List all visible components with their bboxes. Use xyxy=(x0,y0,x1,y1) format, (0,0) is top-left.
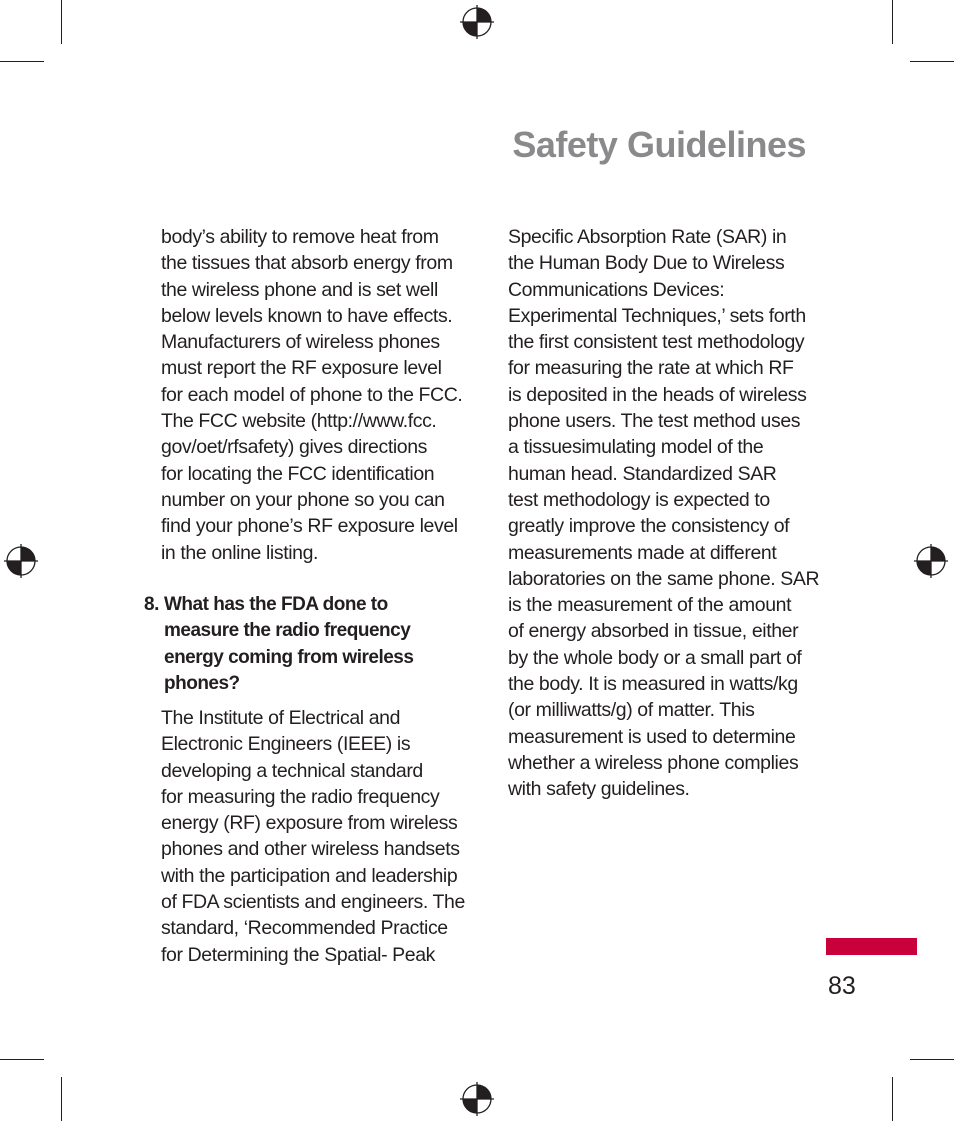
paragraph-line: find your phone’s RF exposure level xyxy=(161,515,458,538)
question-line: What has the FDA done to xyxy=(164,594,388,615)
registration-mark-icon xyxy=(914,544,948,578)
right-column-line: of energy absorbed in tissue, either xyxy=(508,620,799,643)
right-column-line: whether a wireless phone complies xyxy=(508,751,799,774)
answer-line: for measuring the radio frequency xyxy=(161,785,440,808)
page-number: 83 xyxy=(828,972,856,1000)
left-column-paragraph xyxy=(161,224,462,566)
paragraph-line: Manufacturers of wireless phones xyxy=(161,331,440,354)
crop-mark-bottom-right-horizontal xyxy=(910,1059,954,1060)
right-column-line: (or milliwatts/g) of matter. This xyxy=(508,699,755,722)
answer-paragraph xyxy=(161,705,465,968)
right-column-line: is deposited in the heads of wireless xyxy=(508,383,807,406)
page-accent-bar xyxy=(826,938,917,955)
paragraph-line: The FCC website (http://www.fcc. xyxy=(161,410,437,433)
registration-mark-icon xyxy=(460,5,494,39)
question-line: measure the radio frequency xyxy=(164,620,411,642)
right-column-line: the body. It is measured in watts/kg xyxy=(508,673,798,696)
crop-mark-top-left-vertical xyxy=(61,0,62,44)
crop-mark-bottom-left-horizontal xyxy=(0,1059,44,1060)
paragraph-line: gov/oet/rfsafety) gives directions xyxy=(161,436,428,459)
right-column-line: greatly improve the consistency of xyxy=(508,515,790,538)
right-column-line: with safety guidelines. xyxy=(508,778,690,801)
crop-mark-top-left-horizontal xyxy=(0,61,44,62)
right-column-line: measurements made at different xyxy=(508,541,777,564)
question-line: phones? xyxy=(164,672,240,694)
right-column-line: the Human Body Due to Wireless xyxy=(508,252,785,275)
answer-line: phones and other wireless handsets xyxy=(161,838,460,861)
answer-line: The Institute of Electrical and xyxy=(161,707,401,729)
answer-line: standard, ‘Recommended Practice xyxy=(161,917,448,940)
right-column-line: a tissuesimulating model of the xyxy=(508,436,764,459)
answer-line: of FDA scientists and engineers. The xyxy=(161,891,465,914)
paragraph-line: for each model of phone to the FCC. xyxy=(161,383,463,406)
right-column-line: Specific Absorption Rate (SAR) in xyxy=(508,226,787,248)
answer-line: Electronic Engineers (IEEE) is xyxy=(161,733,411,756)
right-column-line: measurement is used to determine xyxy=(508,725,796,748)
paragraph-line: number on your phone so you can xyxy=(161,488,445,511)
registration-mark-icon xyxy=(4,544,38,578)
question-number: 8. xyxy=(144,594,159,615)
registration-mark-icon xyxy=(460,1082,494,1116)
right-column-line: test methodology is expected to xyxy=(508,488,770,511)
paragraph-line: must report the RF exposure level xyxy=(161,357,442,380)
right-column-line: the first consistent test methodology xyxy=(508,331,805,354)
right-column-line: for measuring the rate at which RF xyxy=(508,357,794,380)
paragraph-line: the wireless phone and is set well xyxy=(161,278,438,301)
question-text xyxy=(164,592,413,697)
crop-mark-top-right-vertical xyxy=(892,0,893,44)
right-column-line: human head. Standardized SAR xyxy=(508,462,777,485)
answer-line: with the participation and leadership xyxy=(161,864,458,887)
answer-line: developing a technical standard xyxy=(161,759,423,782)
right-column-paragraph xyxy=(508,224,819,803)
paragraph-line: in the online listing. xyxy=(161,541,319,564)
right-column-line: Experimental Techniques,’ sets forth xyxy=(508,304,806,327)
paragraph-line: below levels known to have effects. xyxy=(161,304,453,327)
paragraph-line: for locating the FCC identification xyxy=(161,462,435,485)
crop-mark-top-right-horizontal xyxy=(910,61,954,62)
answer-line: for Determining the Spatial- Peak xyxy=(161,943,436,966)
page-title: Safety Guidelines xyxy=(512,124,806,165)
crop-mark-bottom-left-vertical xyxy=(61,1077,62,1121)
question-line: energy coming from wireless xyxy=(164,646,414,668)
right-column-line: by the whole body or a small part of xyxy=(508,646,802,669)
right-column-line: is the measurement of the amount xyxy=(508,594,792,617)
paragraph-line: body’s ability to remove heat from xyxy=(161,226,439,248)
paragraph-line: the tissues that absorb energy from xyxy=(161,252,453,275)
answer-line: energy (RF) exposure from wireless xyxy=(161,812,458,835)
right-column-line: laboratories on the same phone. SAR xyxy=(508,567,820,590)
right-column-line: Communications Devices: xyxy=(508,278,725,301)
right-column-line: phone users. The test method uses xyxy=(508,410,801,433)
crop-mark-bottom-right-vertical xyxy=(892,1077,893,1121)
